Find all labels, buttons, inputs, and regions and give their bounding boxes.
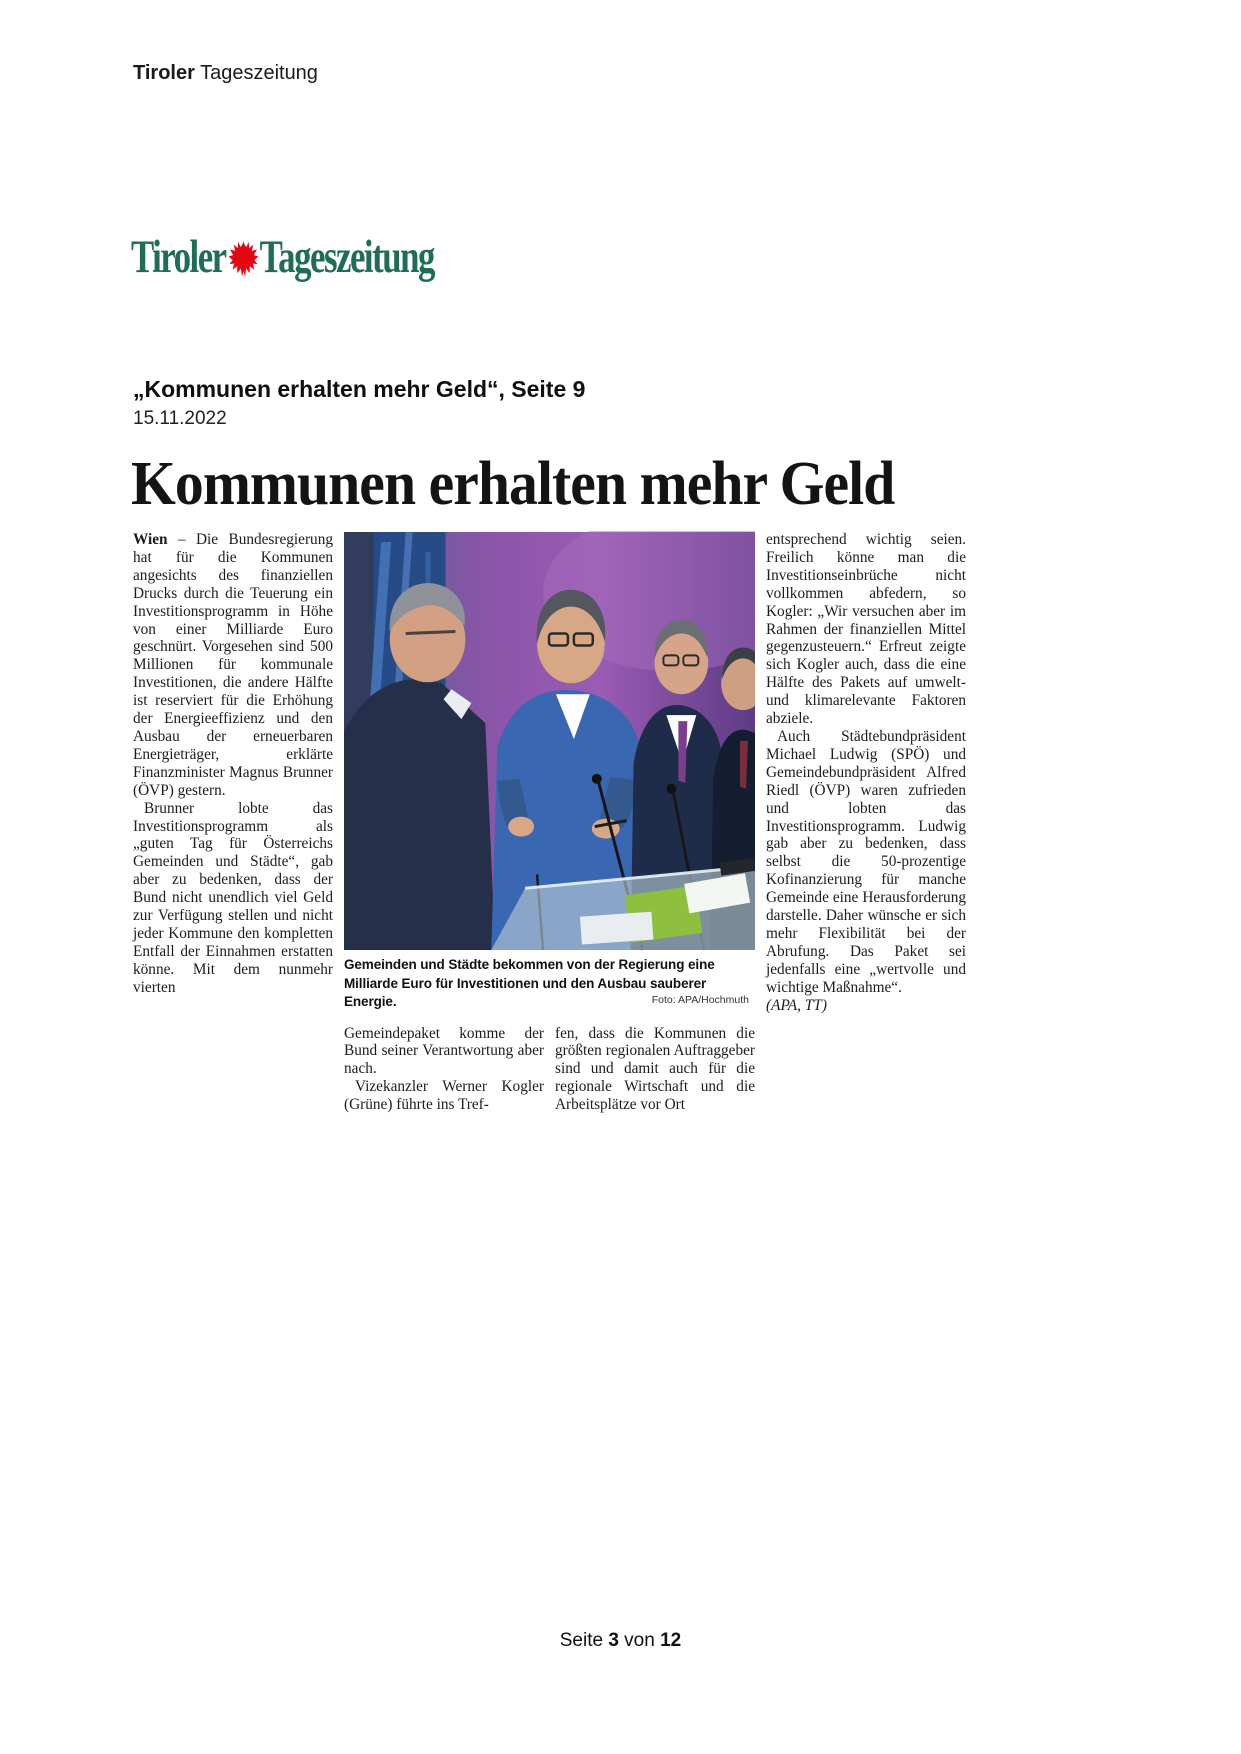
document-header-rest: Tageszeitung <box>194 62 318 84</box>
clipping-reference-headline: „Kommunen erhalten mehr Geld“, Seite 9 <box>133 376 586 402</box>
photo-credit: Foto: APA/Hochmuth <box>651 994 749 1006</box>
logo-word-1: Tiroler <box>131 230 226 283</box>
clipping-date: 15.11.2022 <box>133 408 227 429</box>
photo-caption-text: Gemeinden und Städte bekommen von der Regierung eine Milliarde Euro für Investitionen und den Ausbau sauberer Energie. <box>344 957 715 1009</box>
page-number-footer: Seite 3 von 12 <box>559 1630 682 1651</box>
article-column-1 <box>133 531 333 1114</box>
article-sign-off: (APA, TT) <box>766 996 827 1014</box>
dateline: Wien <box>133 531 168 548</box>
paragraph: entsprechend wichtig seien. Freilich könne man die Investitionseinbrüche nicht vollkommen abfedern, so Kogler: „Wir versuchen aber im Rahmen der finanziellen Mittel gegenzusteuern.“ Erfreut zeigte sich Kogler auch, dass die eine Hälfte des Pakets auf umwelt- und klimarelevante Faktoren abziele. <box>766 531 966 728</box>
press-conference-photo <box>344 531 755 951</box>
newspaper-logo <box>131 230 434 283</box>
document-header <box>133 62 318 85</box>
article-column-4 <box>766 531 966 1114</box>
document-header-brand: Tiroler <box>133 62 195 84</box>
article-body <box>133 531 966 1114</box>
tyrolean-eagle-icon <box>228 239 259 281</box>
photo-caption <box>344 956 755 1012</box>
total-page-number: 12 <box>660 1630 682 1651</box>
article-photo <box>344 531 755 951</box>
paragraph: Wien – Die Bundesregierung hat für die Kommunen angesichts des finanziellen Drucks durch die Teuerung ein Investitionsprogramm in Höhe von einer Milliarde Euro geschnürt. Vorgesehen sind 500 Millionen für kommunale Investitionen, die andere Hälfte ist reserviert für die Erhöhung der Energieeffizienz und den Ausbau der erneuerbaren Energieträger, erklärte Finanzminister Magnus Brunner (ÖVP) gestern. <box>133 531 333 799</box>
article-title: Kommunen erhalten mehr Geld <box>131 450 895 518</box>
logo-word-2: Tageszeitung <box>259 230 434 283</box>
paragraph: fen, dass die Kommunen die größten regionalen Auftraggeber sind und damit auch für die regionale Wirtschaft und die Arbeitsplätze vor Ort <box>555 1024 755 1114</box>
paragraph: Auch Städtebundpräsident Michael Ludwig (SPÖ) und Gemeindebundpräsident Alfred Riedl (ÖVP) waren zufrieden und lobten das Investitionsprogramm. Ludwig gab aber zu bedenken, dass selbst die 50-prozentige Kofinanzierung für manche Gemeinde eine Herausforderung darstelle. Daher wünsche er sich mehr Flexibilität bei der Abrufung. Das Paket sei jedenfalls eine „wertvolle und wichtige Maßnahme“. <box>766 727 966 996</box>
article-column-3 <box>555 1025 755 1115</box>
article-column-2 <box>344 1025 544 1115</box>
current-page-number: 3 <box>608 1630 619 1651</box>
paragraph: Brunner lobte das Investitionsprogramm als „guten Tag für Österreichs Gemeinden und Städte“, gab aber zu bedenken, dass der Bund nicht unendlich viel Geld zur Verfügung stellen und nicht jeder Kommune den kompletten Entfall der Einnahmen erstatten könne. Mit dem nunmehr vierten <box>133 799 333 996</box>
paragraph: Vizekanzler Werner Kogler (Grüne) führte ins Tref- <box>344 1078 544 1114</box>
article-middle-section <box>344 531 755 1114</box>
paragraph: Gemeindepaket komme der Bund seiner Verantwortung aber nach. <box>344 1024 544 1078</box>
article-sub-columns <box>344 1025 755 1115</box>
